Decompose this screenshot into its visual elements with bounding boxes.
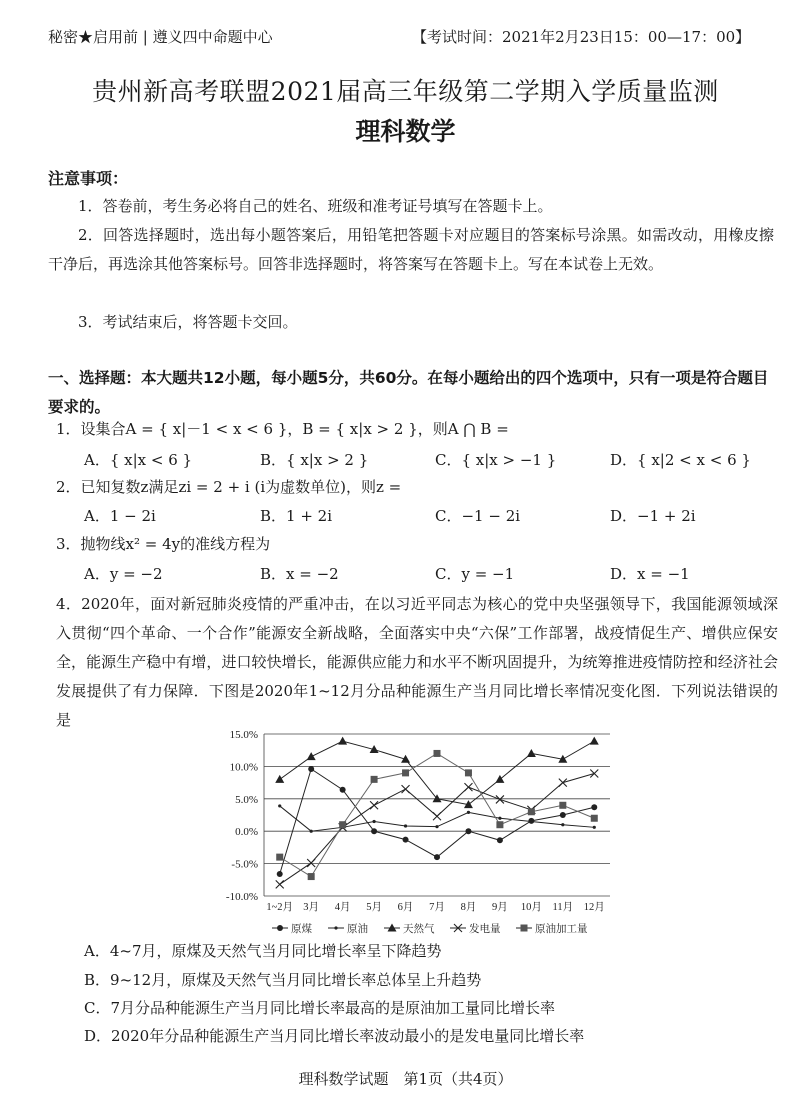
data-point [276, 880, 284, 888]
series-2 [275, 737, 599, 809]
series-4 [276, 750, 598, 880]
legend-marker [334, 926, 337, 929]
data-point [307, 752, 316, 760]
q1-option-d: D．{ x|2 < x < 6 } [610, 451, 751, 469]
q3-option-d: D．x = −1 [610, 565, 690, 583]
legend-label: 原油加工量 [535, 924, 588, 935]
q4-option-a: A．4~7月，原煤及天然气当月同比增长率呈下降趋势 [84, 942, 442, 960]
data-point [433, 812, 441, 820]
legend-label: 天然气 [403, 924, 435, 935]
data-point [434, 854, 440, 860]
section-heading [48, 364, 778, 422]
x-tick-label: 3月 [303, 902, 320, 913]
data-point [308, 766, 314, 772]
series-0 [277, 766, 598, 877]
notice-heading: 注意事项： [48, 169, 129, 188]
data-point [372, 820, 375, 823]
legend-item [516, 922, 588, 935]
data-point [338, 737, 347, 745]
data-point [590, 770, 598, 778]
x-tick-label: 12月 [583, 902, 605, 913]
y-tick-label: 0.0% [235, 826, 258, 839]
data-point [370, 801, 378, 809]
question-2-stem: 2．已知复数z满足zi = 2 + i (i为虚数单位)，则z = [56, 478, 402, 496]
page-footer: 理科数学试题 第1页（共4页） [298, 1070, 513, 1088]
q2-option-b: B．1 + 2i [260, 507, 333, 525]
exam-subject: 理科数学 [355, 117, 456, 146]
data-point [530, 820, 533, 823]
y-tick-label: -5.0% [231, 858, 258, 871]
notice-item-2: 2．回答选择题时，选出每小题答案后，用铅笔把答题卡对应题目的答案标号涂黑。如需改动，用橡皮擦干净后，再选涂其他答案标号。回答非选择题时，将答案写在答题卡上。写在本试卷上无效。 [48, 226, 774, 273]
data-point [434, 750, 441, 757]
x-tick-label: 11月 [552, 902, 574, 913]
header-right: 【考试时间：2021年2月23日15：00—17：00】 [412, 28, 751, 46]
legend-item [328, 922, 368, 935]
question-4-stem: 4．2020年，面对新冠肺炎疫情的严重冲击，在以习近平同志为核心的党中央坚强领导下，我国能源领域深入贯彻“四个革命、一个合作”能源安全新战略，全面落实中央“六保”工作部署，战疫情促生产、增供应保安全，能源生产稳中有增，进口较快增长，能源供应能力和水平不断巩固提升，为统筹推进疫情防控和经济社会发展提供了有力保障．下图是2020年1~12月分品种能源生产当月同比增长率情况变化图．下列说法错误的是 [56, 595, 778, 729]
legend-marker [521, 925, 528, 932]
legend-item [450, 922, 501, 935]
legend-marker [277, 925, 283, 931]
data-point [559, 779, 567, 787]
question-1-stem: 1．设集合A = { x|－1 < x < 6 }，B = { x|x > 2 }，则A ⋂ B = [56, 420, 509, 438]
exam-title: 贵州新高考联盟2021届高三年级第二学期入学质量监测 [92, 77, 719, 106]
q4-option-d: D．2020年分品种能源生产当月同比增长率波动最小的是发电量同比增长率 [84, 1027, 585, 1045]
energy-growth-chart [210, 724, 620, 942]
header-left: 秘密★启用前 | 遵义四中命题中心 [48, 28, 273, 46]
notice-item-3: 3．考试结束后，将答题卡交回。 [78, 313, 298, 331]
question-3-stem: 3．抛物线x² = 4y的准线方程为 [56, 535, 271, 553]
data-point [464, 783, 472, 791]
data-point [498, 817, 501, 820]
data-point [404, 824, 407, 827]
data-point [465, 828, 471, 834]
q2-option-c: C．−1 − 2i [435, 507, 521, 525]
q3-option-b: B．x = −2 [260, 565, 339, 583]
q1-option-a: A．{ x|x < 6 } [84, 451, 193, 469]
data-point [496, 795, 504, 803]
x-tick-label: 10月 [520, 902, 542, 913]
data-point [467, 811, 470, 814]
data-point [496, 821, 503, 828]
y-tick-label: 5.0% [235, 793, 258, 806]
x-tick-label: 6月 [397, 902, 414, 913]
data-point [307, 859, 315, 867]
chart-legend [272, 922, 588, 935]
chart-series [275, 737, 599, 889]
q2-option-a: A．1 − 2i [84, 507, 156, 525]
data-point [402, 785, 410, 793]
data-point [591, 815, 598, 822]
chart-x-ticks [266, 901, 604, 913]
data-point [402, 769, 409, 776]
legend-label: 发电量 [469, 924, 501, 935]
q1-option-c: C．{ x|x > −1 } [435, 451, 557, 469]
data-point [495, 775, 504, 783]
y-tick-label: 10.0% [229, 761, 258, 774]
data-point [275, 775, 284, 783]
data-point [527, 749, 536, 757]
data-point [276, 854, 283, 861]
data-point [310, 830, 313, 833]
q4-option-c: C．7月分品种能源生产当月同比增长率最高的是原油加工量同比增长率 [84, 999, 556, 1017]
data-point [339, 821, 346, 828]
legend-label: 原煤 [291, 924, 312, 935]
legend-item [384, 922, 435, 935]
x-tick-label: 5月 [366, 902, 382, 913]
data-point [435, 825, 438, 828]
q3-option-a: A．y = −2 [84, 565, 163, 583]
q3-option-c: C．y = −1 [435, 565, 515, 583]
y-tick-label: 15.0% [229, 729, 258, 741]
y-tick-label: -10.0% [225, 891, 258, 903]
data-point [403, 837, 409, 843]
data-point [561, 823, 564, 826]
chart-y-ticks [226, 729, 258, 903]
data-point [560, 812, 566, 818]
data-point [559, 802, 566, 809]
data-point [590, 737, 599, 745]
data-point [497, 837, 503, 843]
x-tick-label: 7月 [429, 902, 445, 913]
data-point [593, 826, 596, 829]
q4-option-b: B．9~12月，原煤及天然气当月同比增长率总体呈上升趋势 [84, 971, 482, 989]
x-tick-label: 9月 [492, 902, 508, 913]
notice-item-1: 1．答卷前，考生务必将自己的姓名、班级和准考证号填写在答题卡上。 [78, 197, 553, 215]
data-point [528, 808, 535, 815]
data-point [371, 828, 377, 834]
data-point [308, 873, 315, 880]
data-point [278, 804, 281, 807]
legend-item [272, 922, 312, 935]
legend-label: 原油 [347, 924, 368, 935]
x-tick-label: 8月 [460, 902, 477, 913]
data-point [465, 769, 472, 776]
q2-option-d: D．−1 + 2i [610, 507, 696, 525]
x-tick-label: 4月 [334, 902, 351, 913]
data-point [277, 871, 283, 877]
data-point [591, 804, 597, 810]
q1-option-b: B．{ x|x > 2 } [260, 451, 369, 469]
section-heading-text: 一、选择题：本大题共12小题，每小题5分，共60分。在每小题给出的四个选项中，只有一项是符合题目要求的。 [48, 369, 769, 416]
series-3 [276, 770, 599, 889]
data-point [340, 787, 346, 793]
data-point [371, 776, 378, 783]
x-tick-label: 1~2月 [266, 902, 294, 913]
